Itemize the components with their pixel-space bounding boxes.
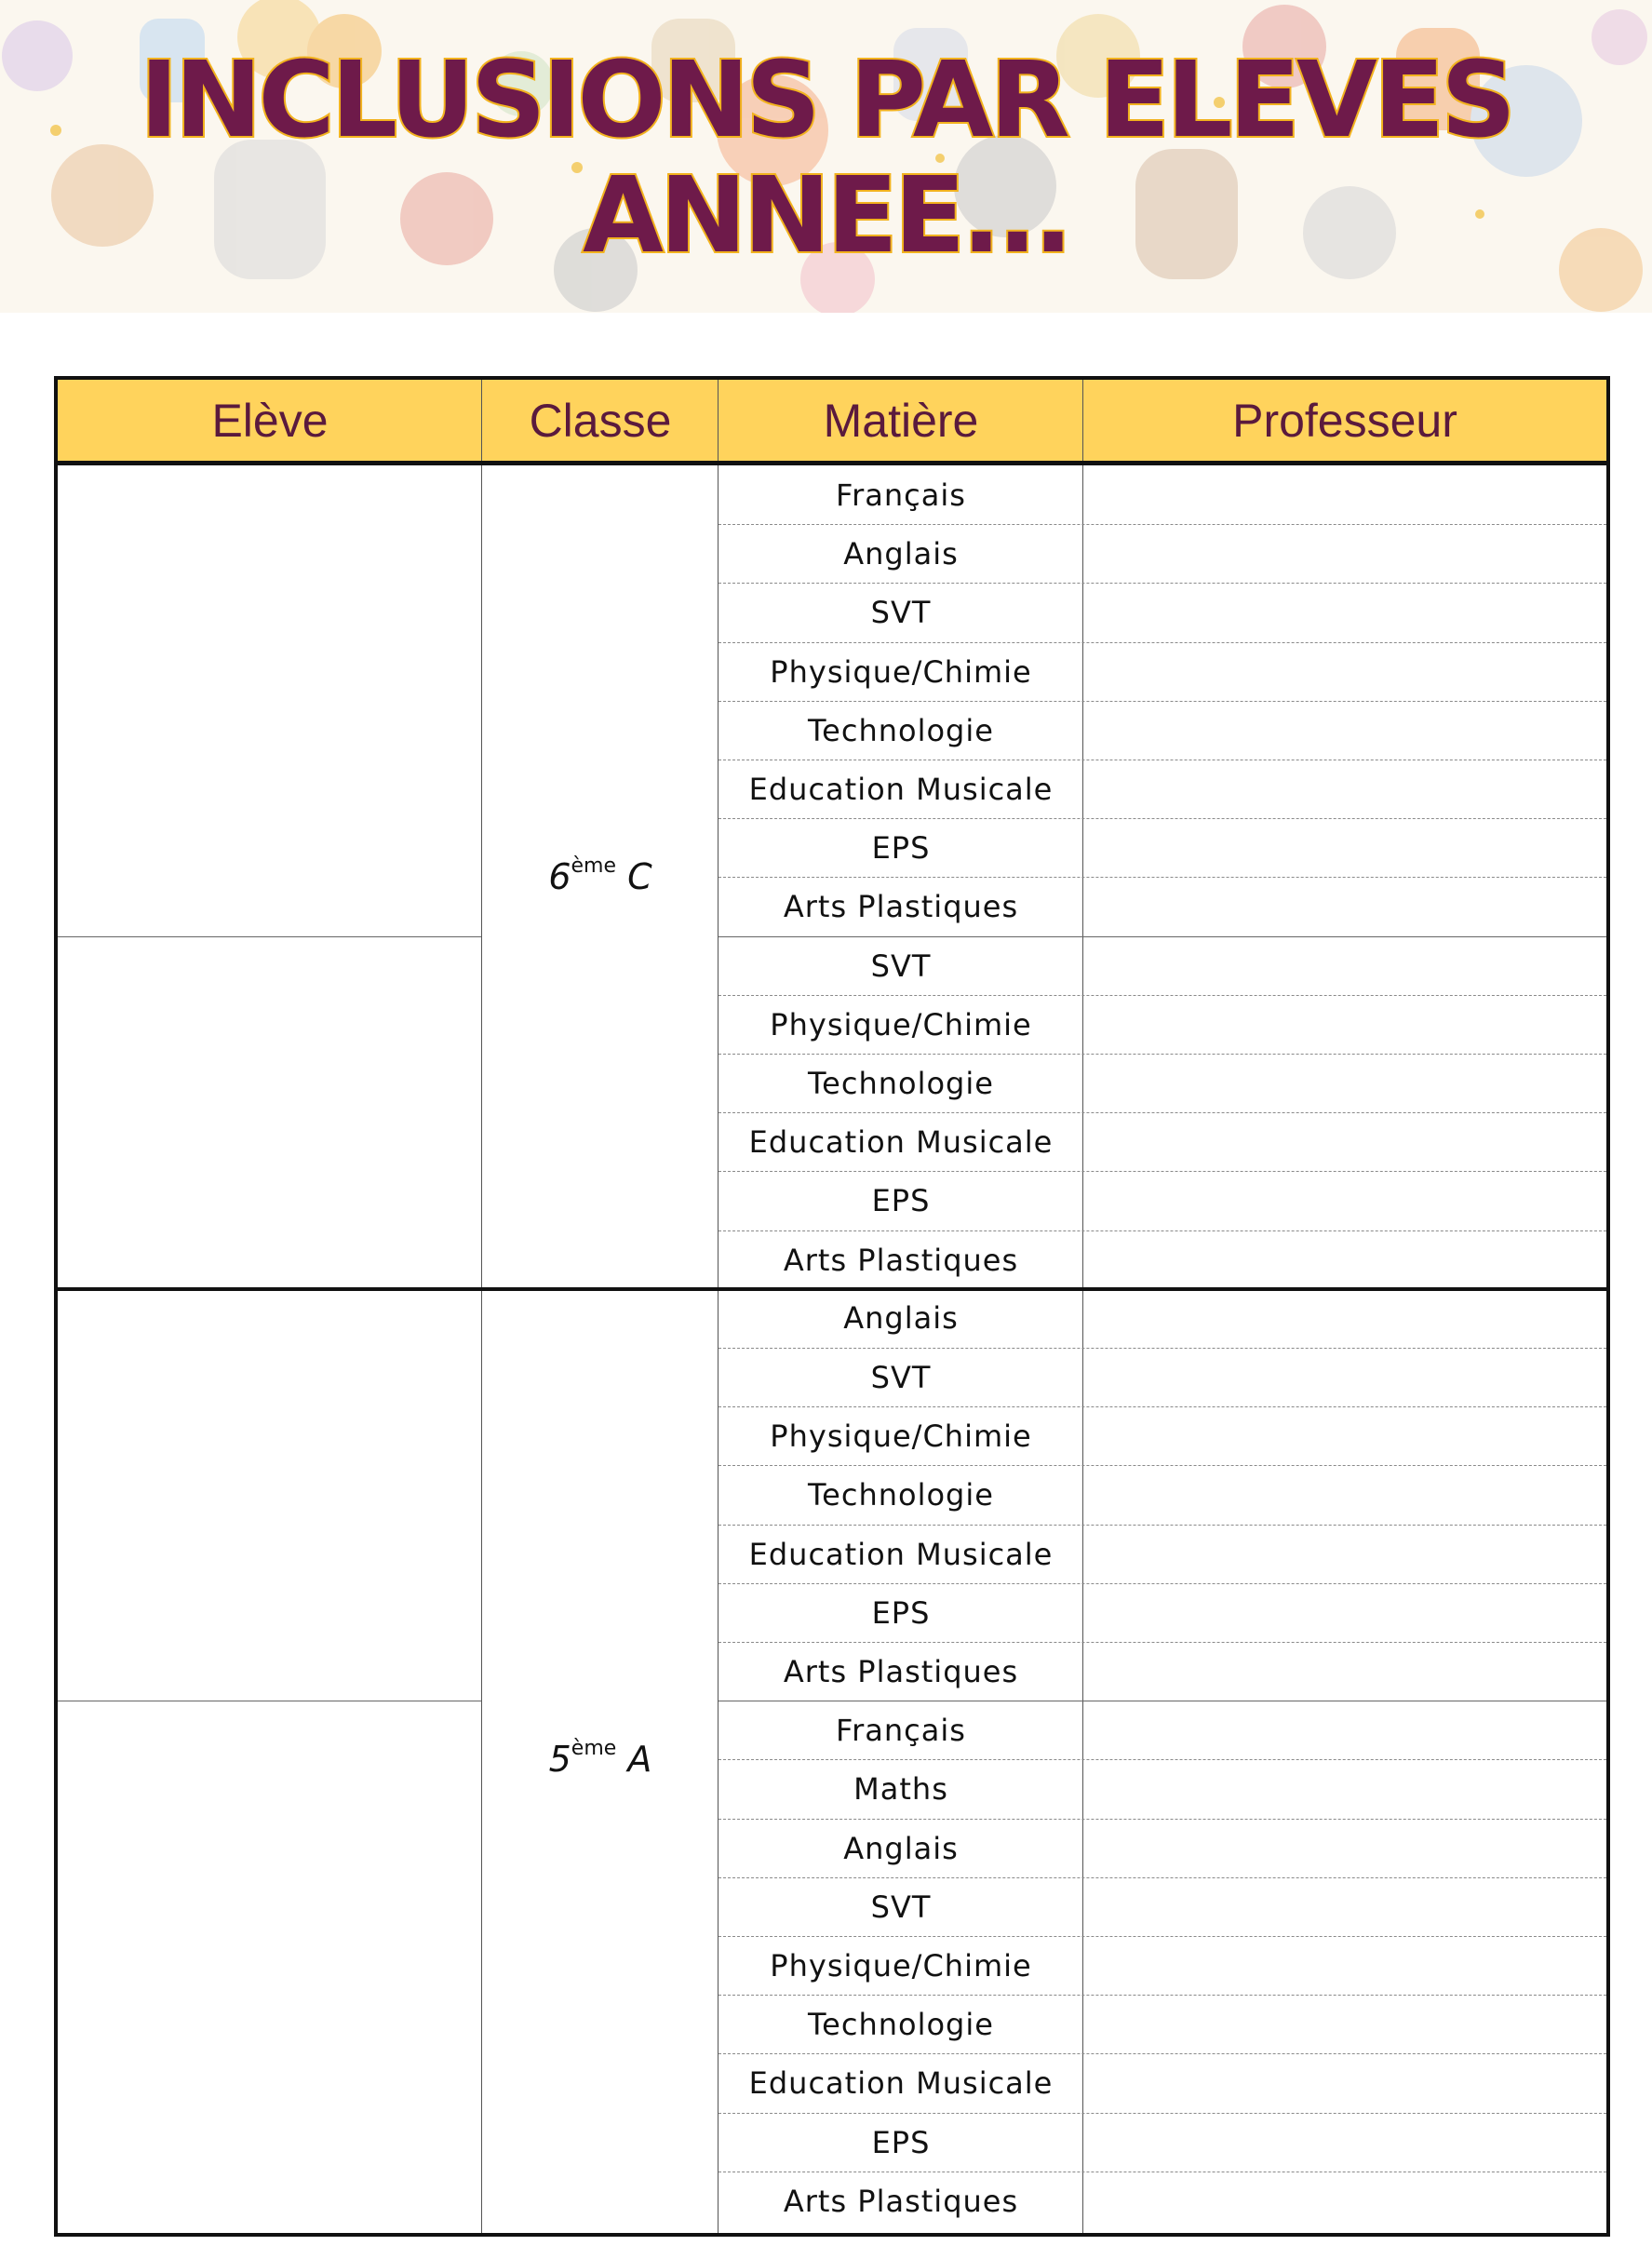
subject-name: Education Musicale (748, 1536, 1054, 1572)
column-divider (1082, 380, 1083, 461)
header-eleve: Elève (211, 394, 329, 447)
subject-name: Anglais (843, 1830, 959, 1866)
subject-row (719, 1936, 1606, 1995)
subject-name: Anglais (843, 536, 959, 572)
subject-row (719, 1525, 1606, 1583)
subject-row (719, 760, 1606, 818)
subject-row (719, 1406, 1606, 1465)
subject-row (719, 1348, 1606, 1406)
subject-row (719, 1759, 1606, 1818)
subject-row (719, 1465, 1606, 1524)
subject-row (719, 995, 1606, 1054)
professeur-cell[interactable] (1083, 702, 1606, 760)
professeur-cell[interactable] (1083, 1584, 1606, 1642)
professeur-cell[interactable] (1083, 1289, 1606, 1348)
professeur-cell[interactable] (1083, 1643, 1606, 1701)
subject-name: Arts Plastiques (783, 1242, 1019, 1278)
subject-name: Technologie (808, 712, 994, 748)
subject-name: Français (836, 1713, 966, 1749)
subject-name: Anglais (843, 1300, 959, 1337)
professeur-cell[interactable] (1083, 1937, 1606, 1995)
subject-row (719, 1054, 1606, 1112)
column-divider (481, 380, 482, 461)
professeur-cell[interactable] (1083, 1526, 1606, 1583)
subject-name: Education Musicale (748, 2065, 1054, 2102)
header-professeur: Professeur (1232, 394, 1457, 447)
subject-name: SVT (870, 1889, 932, 1925)
subject-row (719, 936, 1606, 995)
professeur-cell[interactable] (1083, 1231, 1606, 1289)
professeur-cell[interactable] (1083, 525, 1606, 583)
table-body (58, 465, 1606, 2233)
professeur-cell[interactable] (1083, 878, 1606, 935)
subject-name: EPS (871, 830, 931, 867)
subject-name: Technologie (808, 2007, 994, 2043)
subject-name: Education Musicale (748, 1124, 1054, 1161)
professeur-cell[interactable] (1083, 1172, 1606, 1230)
eleve-cell[interactable] (58, 1701, 481, 2230)
subject-name: SVT (870, 948, 932, 984)
professeur-cell[interactable] (1083, 1466, 1606, 1524)
subject-row (719, 1877, 1606, 1936)
subject-name: EPS (871, 1594, 931, 1631)
professeur-cell[interactable] (1083, 1113, 1606, 1171)
subject-name: Arts Plastiques (783, 1654, 1019, 1690)
subject-name: Arts Plastiques (783, 2183, 1019, 2219)
professeur-cell[interactable] (1083, 996, 1606, 1054)
professeur-cell[interactable] (1083, 1349, 1606, 1406)
classe-letter: A (616, 1739, 652, 1781)
subject-name: Arts Plastiques (783, 889, 1019, 925)
subject-name: Maths (853, 1771, 948, 1808)
classe-label (482, 1737, 719, 1780)
professeur-cell[interactable] (1083, 643, 1606, 701)
page-title (0, 40, 1652, 276)
title-line-1: INCLUSIONS PAR ELEVES (140, 40, 1512, 161)
professeur-cell[interactable] (1083, 465, 1606, 524)
subject-row (719, 2113, 1606, 2172)
subject-row (719, 1995, 1606, 2053)
subject-row (719, 1642, 1606, 1701)
header-matiere: Matière (823, 394, 979, 447)
classe-suffix: ème (571, 1737, 617, 1761)
title-line-2: ANNEE... (583, 155, 1069, 276)
classe-number: 5 (548, 1739, 571, 1781)
subject-row (719, 818, 1606, 877)
subject-row (719, 1819, 1606, 1877)
eleve-cell[interactable] (58, 465, 481, 936)
subject-row (719, 1583, 1606, 1642)
professeur-cell[interactable] (1083, 937, 1606, 995)
eleve-cell[interactable] (58, 936, 481, 1289)
classe-letter: C (616, 856, 652, 898)
subject-name: SVT (870, 1360, 932, 1396)
header-banner (0, 0, 1652, 313)
subject-row (719, 2172, 1606, 2230)
header-classe: Classe (529, 394, 672, 447)
classe-suffix: ème (571, 854, 617, 879)
subject-name: EPS (871, 1183, 931, 1219)
subject-name: SVT (870, 595, 932, 631)
subject-name: Technologie (808, 1477, 994, 1513)
subject-name: Physique/Chimie (770, 1006, 1032, 1042)
table-header-row (58, 380, 1606, 465)
subject-name: Français (836, 477, 966, 513)
subject-name: EPS (871, 2124, 931, 2160)
professeur-cell[interactable] (1083, 1055, 1606, 1112)
subject-row (719, 1289, 1606, 1348)
professeur-cell[interactable] (1083, 1407, 1606, 1465)
subject-row (719, 701, 1606, 760)
subject-row (719, 877, 1606, 935)
subject-name: Education Musicale (748, 772, 1054, 808)
professeur-cell[interactable] (1083, 1760, 1606, 1818)
eleve-cell[interactable] (58, 1289, 481, 1701)
professeur-cell[interactable] (1083, 1820, 1606, 1877)
subject-row (719, 583, 1606, 641)
subject-row (719, 1701, 1606, 1759)
professeur-cell[interactable] (1083, 1996, 1606, 2053)
professeur-cell[interactable] (1083, 2054, 1606, 2112)
professeur-cell[interactable] (1083, 2172, 1606, 2230)
inclusions-table (54, 376, 1610, 2237)
subject-name: Physique/Chimie (770, 653, 1032, 690)
column-divider (718, 380, 719, 461)
classe-number: 6 (548, 856, 571, 898)
subject-row (719, 2053, 1606, 2112)
professeur-cell[interactable] (1083, 2114, 1606, 2172)
column-divider (481, 465, 482, 2233)
classe-label (482, 854, 719, 897)
subject-name: Technologie (808, 1066, 994, 1102)
subject-name: Physique/Chimie (770, 1948, 1032, 1984)
subject-row (719, 465, 1606, 524)
subject-row (719, 1230, 1606, 1289)
professeur-cell[interactable] (1083, 1701, 1606, 1759)
subject-row (719, 1171, 1606, 1230)
professeur-cell[interactable] (1083, 760, 1606, 818)
subject-name: Physique/Chimie (770, 1419, 1032, 1455)
professeur-cell[interactable] (1083, 1878, 1606, 1936)
professeur-cell[interactable] (1083, 819, 1606, 877)
subject-row (719, 642, 1606, 701)
professeur-cell[interactable] (1083, 584, 1606, 641)
subject-row (719, 1112, 1606, 1171)
subject-row (719, 524, 1606, 583)
